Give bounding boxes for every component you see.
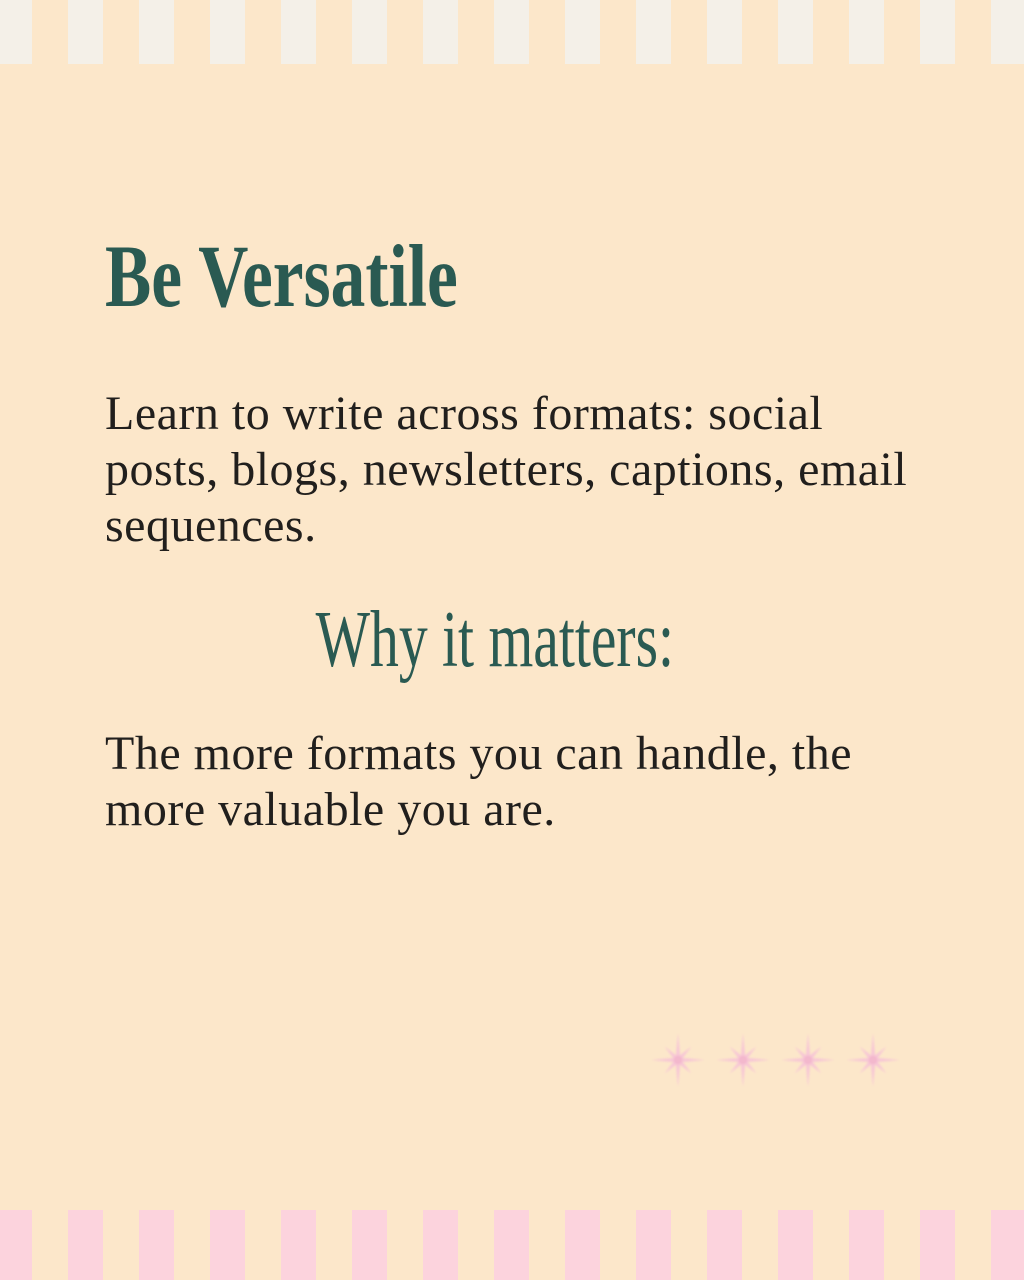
sparkle-icon [779,1031,837,1089]
intro-line: sequences. [105,499,317,552]
intro-paragraph [105,386,907,554]
sparkle-row [649,1031,902,1089]
body-line: The more formats you can handle, the [105,727,853,780]
body-line: more valuable you are. [105,783,556,836]
sparkle-icon [714,1031,772,1089]
slide-title: Be Versatile [105,228,458,326]
top-stripe-border [0,0,1024,64]
subheading: Why it matters: [315,596,675,684]
sparkle-icon [649,1031,707,1089]
bottom-stripe-border [0,1210,1024,1280]
intro-line: Learn to write across formats: social [105,387,824,440]
intro-line: posts, blogs, newsletters, captions, email [105,443,908,496]
subheading-row [0,596,1024,684]
body-paragraph [105,726,852,838]
sparkle-icon [844,1031,902,1089]
